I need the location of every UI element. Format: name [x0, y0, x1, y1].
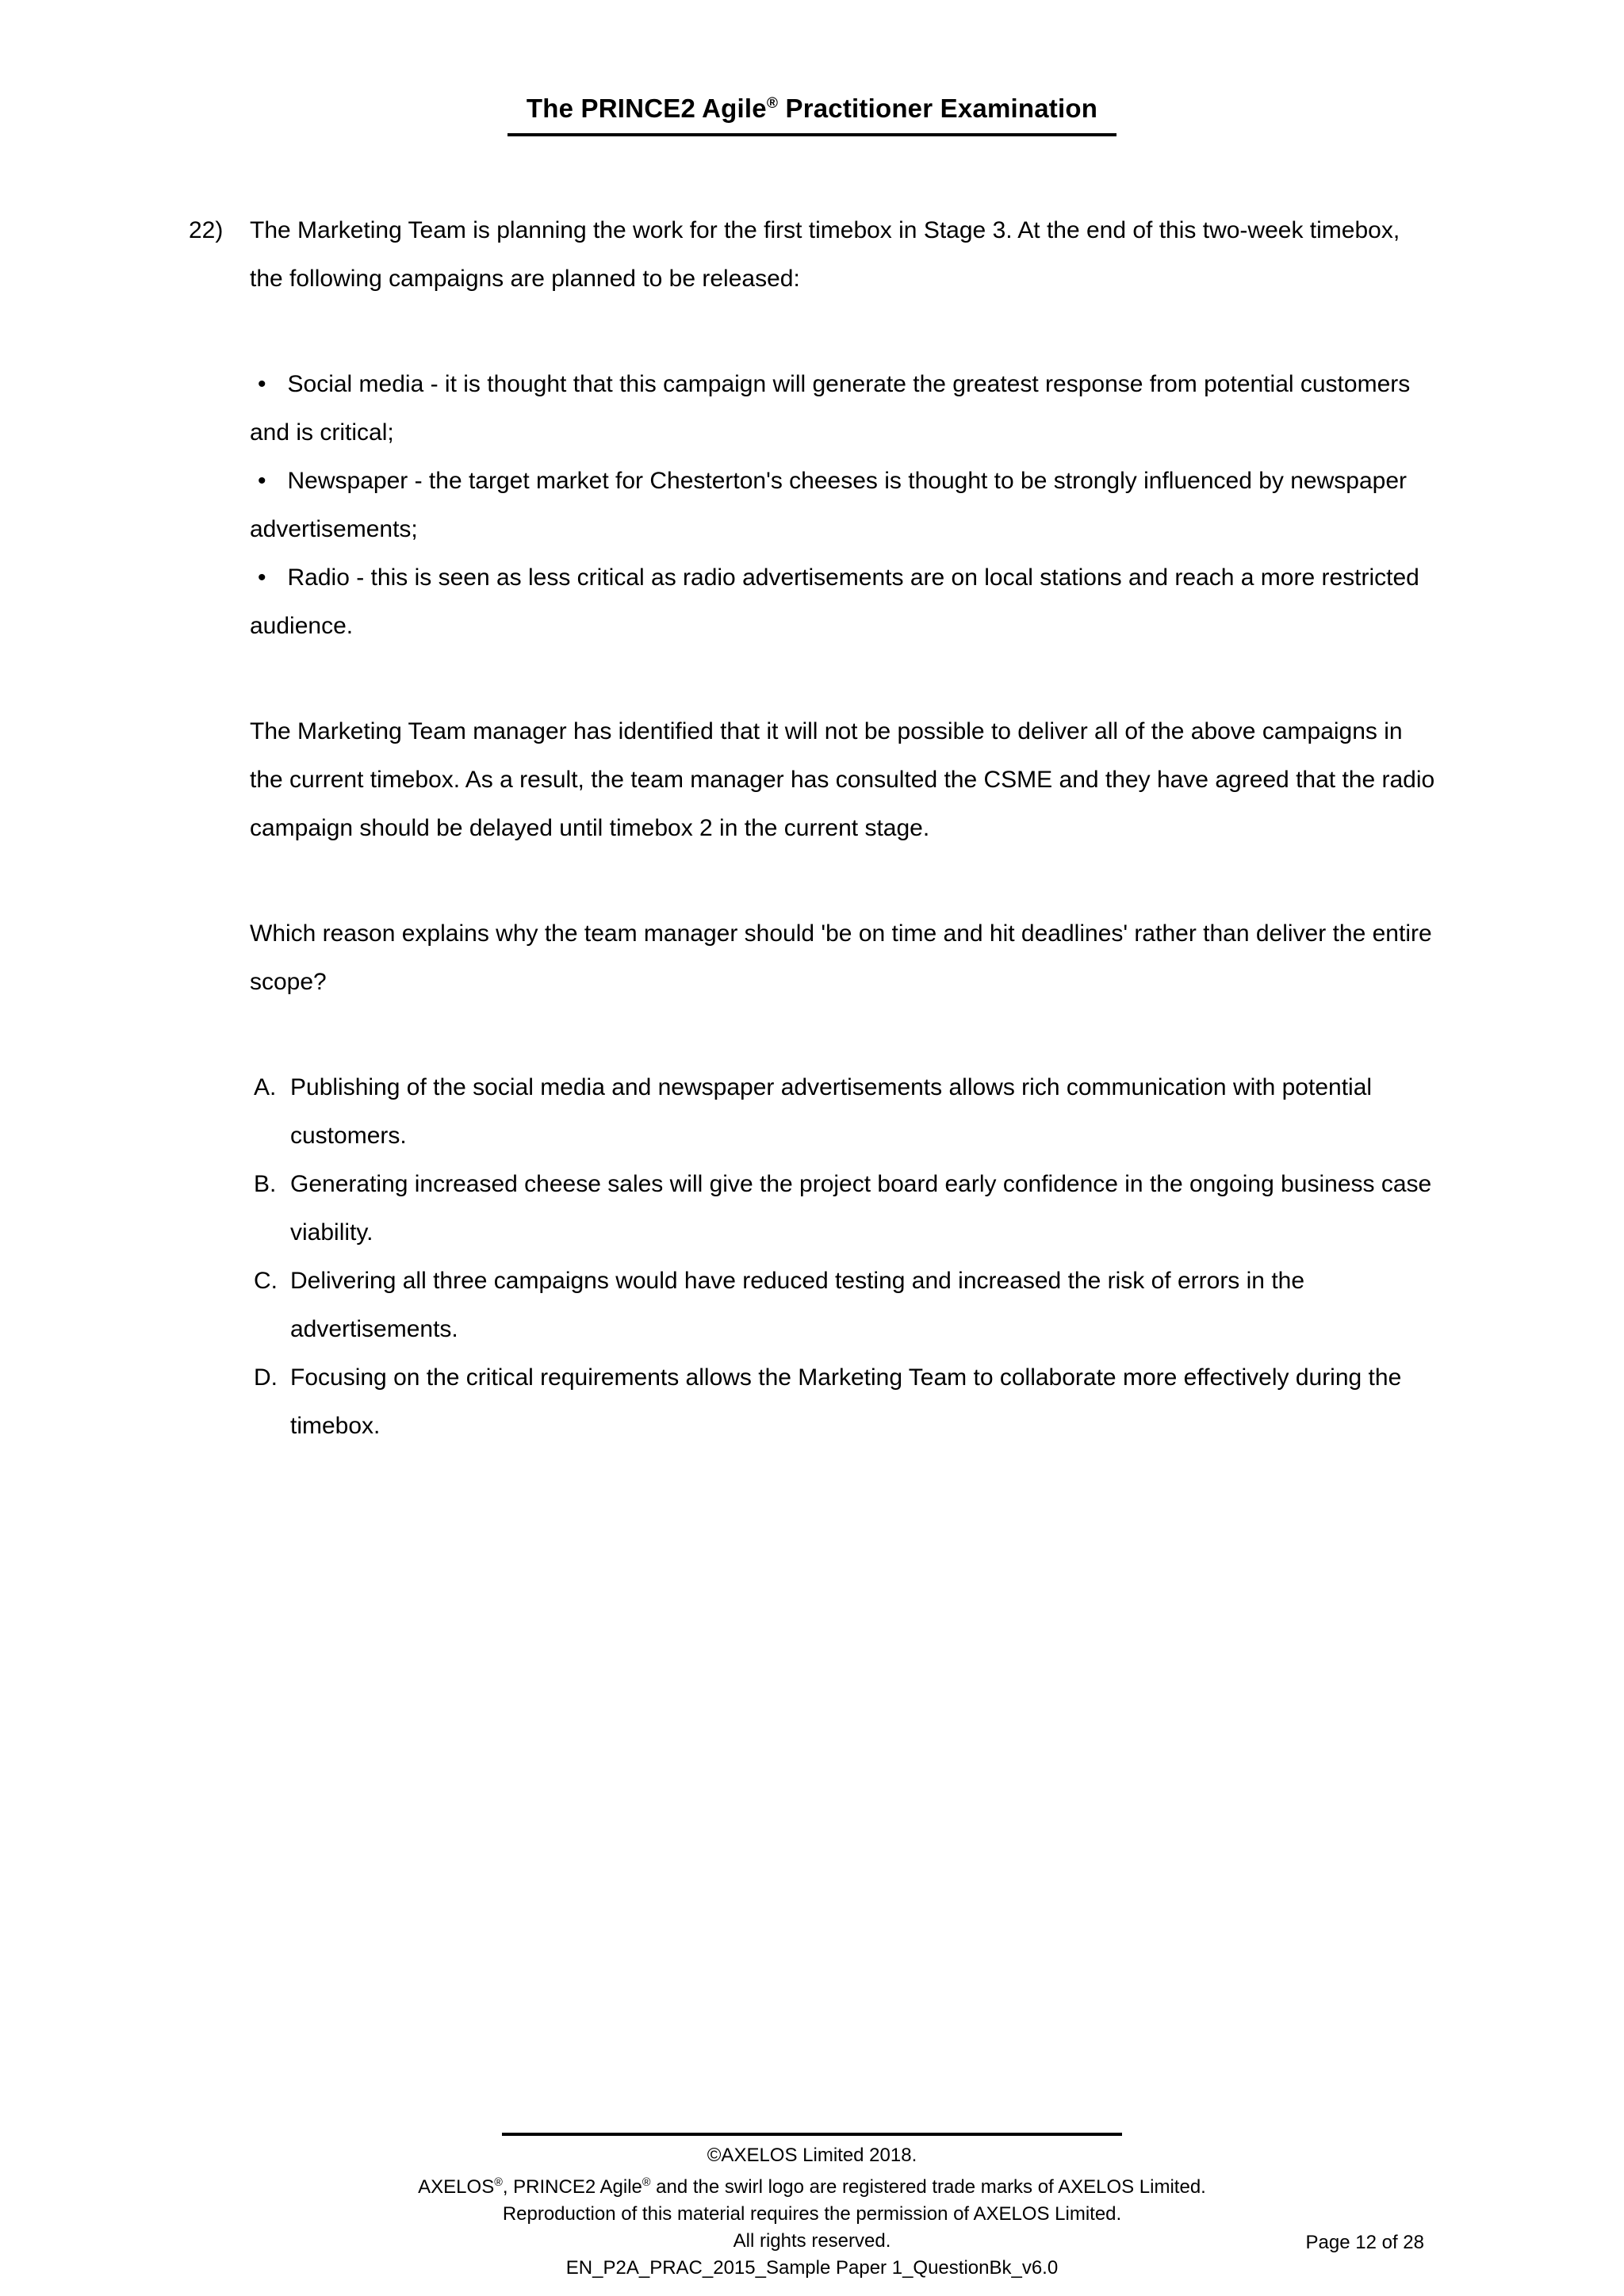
footer-divider — [502, 2133, 1122, 2136]
tm-part: AXELOS — [418, 2176, 495, 2198]
bullet-text: Social media - it is thought that this campaign will generate the greatest response from potential customers and is critical; — [250, 371, 1411, 446]
document-footer — [0, 2133, 1624, 2282]
option-text: Focusing on the critical requirements allows the Marketing Team to collaborate more effectively during the timebox. — [290, 1364, 1402, 1439]
question-number: 22) — [189, 217, 224, 243]
footer-rights: All rights reserved. — [733, 2230, 891, 2252]
question-body — [250, 360, 1438, 1450]
tm-part: , PRINCE2 Agile — [502, 2176, 642, 2198]
page-number: Page 12 of 28 — [1305, 2232, 1424, 2253]
footer-copyright: ©AXELOS Limited 2018. — [707, 2145, 917, 2166]
registered-trademark-symbol: ® — [642, 2176, 651, 2189]
title-rest: Practitioner Examination — [778, 94, 1098, 123]
question-prompt: Which reason explains why the team manager should 'be on time and hit deadlines' rather than deliver the entire scope? — [250, 920, 1432, 995]
bullet-icon: • — [258, 371, 266, 397]
bullet-icon: • — [258, 468, 266, 494]
scenario-paragraph: The Marketing Team manager has identified that it will not be possible to deliver all of the above campaigns in the current timebox. As a result, the team manager has consulted the CSME and they have agreed that the radio campaign should be delayed until timebox 2 in the current stage. — [250, 718, 1435, 841]
question-intro: The Marketing Team is planning the work for the first timebox in Stage 3. At the end of this two-week timebox, the following campaigns are planned to be released: — [250, 217, 1400, 292]
option-text: Delivering all three campaigns would have reduced testing and increased the risk of errors in the advertisements. — [290, 1268, 1305, 1342]
document-header — [0, 0, 1624, 136]
tm-part: and the swirl logo are registered trade marks of AXELOS Limited. — [650, 2176, 1206, 2198]
answer-options — [250, 1063, 1438, 1450]
answer-option-a — [254, 1063, 1438, 1160]
bullet-icon: • — [258, 564, 266, 591]
footer-document-id: EN_P2A_PRAC_2015_Sample Paper 1_QuestionBk_v6.0 — [565, 2257, 1059, 2279]
bullet-item-social-media — [250, 360, 1438, 457]
registered-trademark-symbol: ® — [766, 95, 779, 112]
question-intro-row — [189, 206, 1438, 303]
page-title — [508, 94, 1116, 136]
answer-option-c — [254, 1257, 1438, 1353]
answer-option-d — [254, 1353, 1438, 1450]
option-label: A. — [254, 1074, 277, 1100]
option-label: C. — [254, 1268, 278, 1294]
question-block — [189, 206, 1438, 1450]
option-label: B. — [254, 1171, 277, 1197]
bullet-item-radio — [250, 553, 1438, 650]
footer-reproduction: Reproduction of this material requires the permission of AXELOS Limited. — [502, 2203, 1122, 2225]
footer-trademark-line — [0, 2169, 1624, 2201]
registered-trademark-symbol: ® — [494, 2176, 503, 2189]
option-label: D. — [254, 1364, 278, 1391]
campaign-bullet-list — [250, 360, 1438, 650]
option-text: Publishing of the social media and newspaper advertisements allows rich communication with potential customers. — [290, 1074, 1373, 1149]
bullet-text: Newspaper - the target market for Chesterton's cheeses is thought to be strongly influenced by newspaper advertisements; — [250, 468, 1408, 542]
title-main: The PRINCE2 Agile — [526, 94, 767, 123]
bullet-item-newspaper — [250, 457, 1438, 553]
option-text: Generating increased cheese sales will give the project board early confidence in the ongoing business case viability. — [290, 1171, 1432, 1246]
answer-option-b — [254, 1160, 1438, 1257]
bullet-text: Radio - this is seen as less critical as radio advertisements are on local stations and reach a more restricted audience. — [250, 564, 1419, 639]
